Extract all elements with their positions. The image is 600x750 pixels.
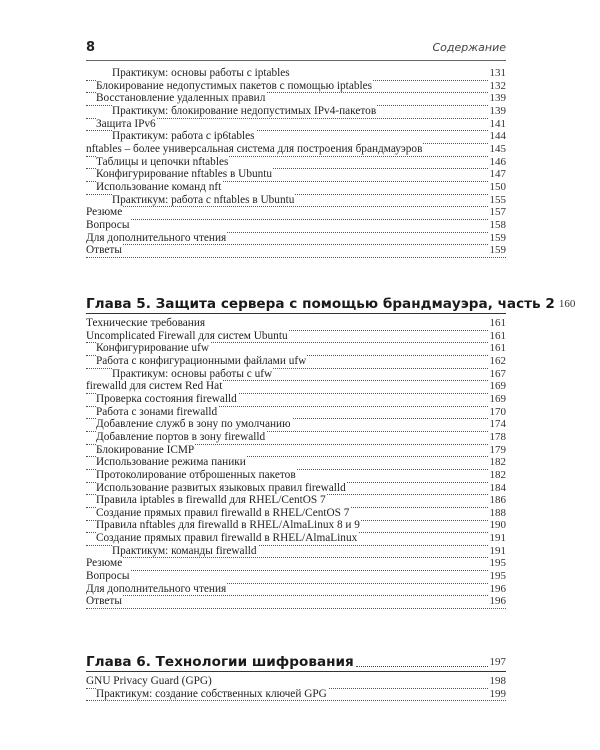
toc-entry-title: Использование режима паники <box>96 456 246 469</box>
leader-dots <box>356 666 488 667</box>
toc-entry-title: Практикум: работа с ip6tables <box>112 130 255 143</box>
header-divider <box>86 60 506 61</box>
toc-entry-page: 139 <box>489 92 506 105</box>
toc-entry-title: Конфигурирование nftables в Ubuntu <box>96 168 273 181</box>
toc-entry-page: 195 <box>489 570 506 583</box>
toc-entry-title: Вопросы <box>86 218 130 231</box>
toc-entry-page: 158 <box>489 218 506 231</box>
toc-entry-page: 170 <box>489 405 506 418</box>
toc-entry-page: 161 <box>489 329 506 342</box>
toc-entry-title: Правила iptables в firewalld для RHEL/CentOS 7 <box>96 494 326 507</box>
running-head: Содержание <box>432 41 506 54</box>
toc-entry-title: Практикум: команды firewalld <box>112 544 257 557</box>
toc-entry-title: Правила nftables для firewalld в RHEL/AlmaLinux 8 и 9 <box>96 519 360 532</box>
toc-entry-title: Ответы <box>86 595 122 608</box>
toc-entry-title: Добавление служб в зону по умолчанию <box>96 418 291 431</box>
chapter-title: Глава 6. Технологии шифрования <box>86 654 354 670</box>
toc-entry[interactable] <box>86 245 506 258</box>
toc-entry-title: Вопросы <box>86 570 130 583</box>
toc-entry-page: 132 <box>489 79 506 92</box>
toc-entry-title: Uncomplicated Firewall для систем Ubuntu <box>86 329 288 342</box>
toc-entry-title: Ответы <box>86 244 122 257</box>
toc-entry-title: Добавление портов в зону firewalld <box>96 430 266 443</box>
toc-entry-page: 169 <box>489 392 506 405</box>
chapter-5-section <box>86 296 576 609</box>
toc-entry-title: Практикум: блокирование недопустимых IPv4-пакетов <box>112 104 377 117</box>
toc-entry-title: Резюме <box>86 206 123 219</box>
toc-entry-page: 169 <box>489 380 506 393</box>
toc-entry[interactable] <box>86 596 506 609</box>
toc-entry-page: 157 <box>489 206 506 219</box>
chapter-6-section <box>86 654 506 701</box>
toc-entry-page: 195 <box>489 557 506 570</box>
toc-entry-title: nftables – более универсальная система для построения брандмауэров <box>86 142 423 155</box>
chapter-5-heading[interactable] <box>86 296 576 314</box>
toc-entry-title: Блокирование недопустимых пакетов с помощью iptables <box>96 79 373 92</box>
chapter-title: Глава 5. Защита сервера с помощью брандмауэра, часть 2 <box>86 296 555 312</box>
toc-entry-title: Использование команд nft <box>96 180 222 193</box>
toc-entry-page: 184 <box>489 481 506 494</box>
toc-entry-title: Создание прямых правил firewalld в RHEL/AlmaLinux <box>96 532 358 545</box>
toc-entry-page: 182 <box>489 456 506 469</box>
page-header <box>86 40 506 58</box>
toc-entry-title: Восстановление удаленных правил <box>96 92 266 105</box>
toc-entry-title: Практикум: основы работы с iptables <box>112 66 290 79</box>
toc-entry[interactable] <box>86 195 506 208</box>
toc-entry[interactable] <box>86 689 506 702</box>
toc-entry-page: 147 <box>489 168 506 181</box>
chapter-5-entries <box>86 318 506 609</box>
toc-entry-page: 196 <box>489 595 506 608</box>
toc-entry-page: 199 <box>489 687 506 700</box>
toc-entry[interactable] <box>86 207 506 220</box>
toc-entry[interactable] <box>86 546 506 559</box>
toc-entry-page: 159 <box>489 231 506 244</box>
toc-entry-title: Технические требования <box>86 316 206 329</box>
toc-entry-page: 161 <box>489 342 506 355</box>
toc-entry-page: 190 <box>489 519 506 532</box>
toc-entry-title: Конфигурирование ufw <box>96 342 210 355</box>
toc-entry-page: 198 <box>489 674 506 687</box>
toc-entry-page: 144 <box>489 130 506 143</box>
toc-entry-page: 139 <box>489 104 506 117</box>
toc-entry-title: Блокирование ICMP <box>96 443 195 456</box>
toc-entry-title: Работа с зонами firewalld <box>96 405 218 418</box>
chapter-page: 197 <box>489 656 506 668</box>
toc-entry-page: 174 <box>489 418 506 431</box>
toc-entry-page: 159 <box>489 244 506 257</box>
toc-entry-title: Таблицы и цепочки nftables <box>96 155 229 168</box>
toc-entry-page: 191 <box>489 532 506 545</box>
toc-entry-title: Проверка состояния firewalld <box>96 392 237 405</box>
toc-entry-page: 161 <box>489 316 506 329</box>
toc-entry-title: Практикум: создание собственных ключей GPG <box>96 687 327 700</box>
toc-entry-title: Практикум: работа с nftables в Ubuntu <box>112 193 295 206</box>
toc-entry-title: GNU Privacy Guard (GPG) <box>86 674 212 687</box>
toc-entry[interactable] <box>86 584 506 597</box>
toc-entry-page: 167 <box>489 367 506 380</box>
toc-entry-page: 179 <box>489 443 506 456</box>
toc-entry-title: Использование развитых языковых правил firewalld <box>96 481 346 494</box>
toc-entry-page: 155 <box>489 193 506 206</box>
toc-entry-page: 191 <box>489 544 506 557</box>
toc-entry-page: 150 <box>489 180 506 193</box>
chapter-6-entries <box>86 676 506 701</box>
toc-entry-page: 196 <box>489 582 506 595</box>
toc-entry[interactable] <box>86 233 506 246</box>
toc-entry-page: 141 <box>489 117 506 130</box>
toc-entry-title: Резюме <box>86 557 123 570</box>
toc-entry-title: Работа с конфигурационными файлами ufw <box>96 354 307 367</box>
toc-entry-title: Протоколирование отброшенных пакетов <box>96 468 296 481</box>
toc-entry-title: firewalld для систем Red Hat <box>86 380 223 393</box>
toc-entry-title: Для дополнительного чтения <box>86 231 227 244</box>
toc-entry-page: 178 <box>489 430 506 443</box>
chapter-page: 160 <box>558 298 576 310</box>
toc-entry-page: 146 <box>489 155 506 168</box>
toc-entry-title: Для дополнительного чтения <box>86 582 227 595</box>
toc-entry-page: 186 <box>489 494 506 507</box>
toc-entry-page: 131 <box>489 66 506 79</box>
toc-entry-page: 182 <box>489 468 506 481</box>
toc-entry[interactable] <box>86 558 506 571</box>
toc-entry-title: Защита IPv6 <box>96 117 156 130</box>
toc-continued-section <box>86 68 506 258</box>
toc-entry-page: 145 <box>489 142 506 155</box>
chapter-6-heading[interactable] <box>86 654 506 672</box>
page-number: 8 <box>86 40 96 55</box>
toc-entry-title: Создание прямых правил firewalld в RHEL/CentOS 7 <box>96 506 350 519</box>
toc-entry-page: 188 <box>489 506 506 519</box>
toc-entry-title: Практикум: основы работы с ufw <box>112 367 273 380</box>
toc-entry-page: 162 <box>489 354 506 367</box>
